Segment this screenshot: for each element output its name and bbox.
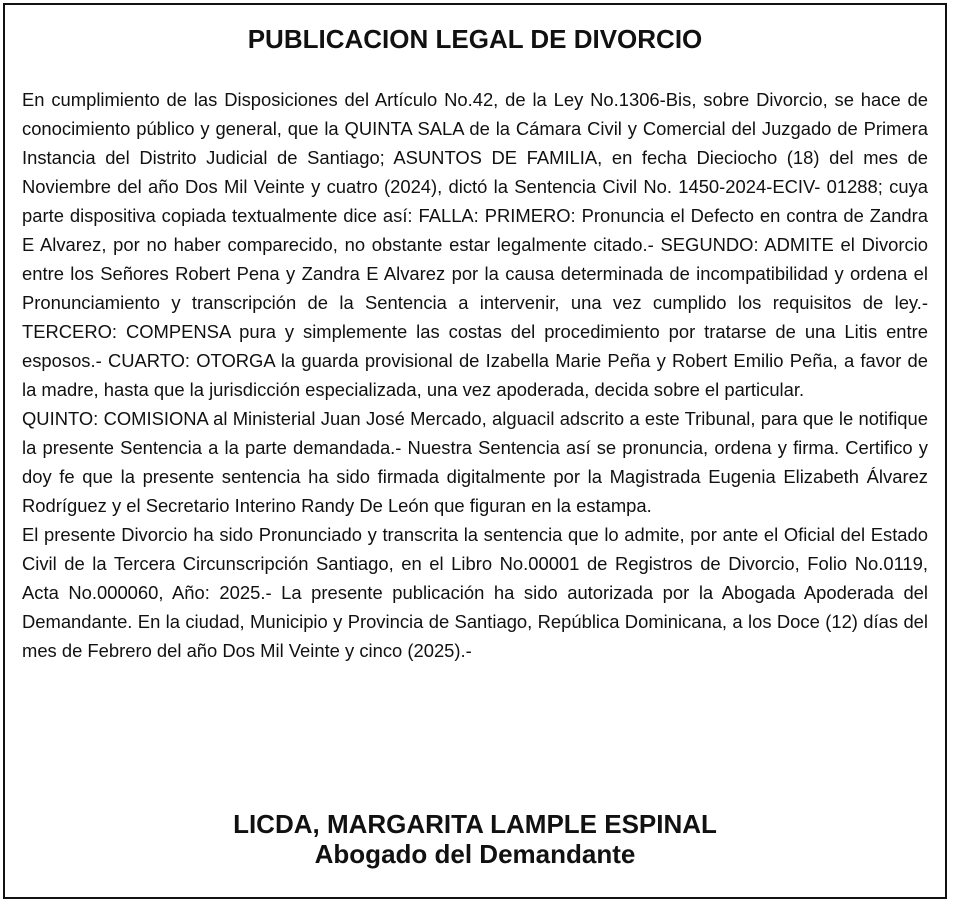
signature-role: Abogado del Demandante bbox=[314, 839, 636, 869]
legal-notice-frame bbox=[3, 3, 947, 899]
signature-name: LICDA, MARGARITA LAMPLE ESPINAL bbox=[233, 809, 717, 839]
paragraph-registration: El presente Divorcio ha sido Pronunciado y transcrita la sentencia que lo admite, por ante el Oficial del Estado Civil de la Tercera Circunscripción Santiago, en el Libro No.00001 de Registros de Divorcio, Folio No.0119, Acta No.000060, Año: 2025.- La presente publicación ha sido autorizada por la Abogada Apoderada del Demandante. En la ciudad, Municipio y Provincia de Santiago, República Dominicana, a los Doce (12) días del mes de Febrero del año Dos Mil Veinte y cinco (2025).- bbox=[22, 524, 928, 661]
notice-title: PUBLICACION LEGAL DE DIVORCIO bbox=[247, 24, 703, 54]
notice-body bbox=[22, 85, 928, 665]
signature-block bbox=[5, 809, 945, 869]
paragraph-ruling: En cumplimiento de las Disposiciones del Artículo No.42, de la Ley No.1306-Bis, sobre Divorcio, se hace de conocimiento público y general, que la QUINTA SALA de la Cámara Civil y Comercial del Juzgado de Primera Instancia del Distrito Judicial de Santiago; ASUNTOS DE FAMILIA, en fecha Dieciocho (18) del mes de Noviembre del año Dos Mil Veinte y cuatro (2024), dictó la Sentencia Civil No. 1450-2024-ECIV- 01288; cuya parte dispositiva copiada textualmente dice así: FALLA: PRIMERO: Pronuncia el Defecto en contra de Zandra E Alvarez, por no haber comparecido, no obstante estar legalmente citado.- SEGUNDO: ADMITE el Divorcio entre los Señores Robert Pena y Zandra E Alvarez por la causa determinada de incompatibilidad y ordena el Pronunciamiento y transcripción de la Sentencia a intervenir, una vez cumplido los requisitos de ley.- TERCERO: COMPENSA pura y simplemente las costas del procedimiento por tratarse de una Litis entre esposos.- CUARTO: OTORGA la guarda provisional de Izabella Marie Peña y Robert Emilio Peña, a favor de la madre, hasta que la jurisdicción especializada, una vez apoderada, decida sobre el particular. bbox=[22, 89, 928, 400]
paragraph-commission: QUINTO: COMISIONA al Ministerial Juan José Mercado, alguacil adscrito a este Tribunal, para que le notifique la presente Sentencia a la parte demandada.- Nuestra Sentencia así se pronuncia, ordena y firma. Certifico y doy fe que la presente sentencia ha sido firmada digitalmente por la Magistrada Eugenia Elizabeth Álvarez Rodríguez y el Secretario Interino Randy De León que figuran en la estampa. bbox=[22, 408, 928, 516]
